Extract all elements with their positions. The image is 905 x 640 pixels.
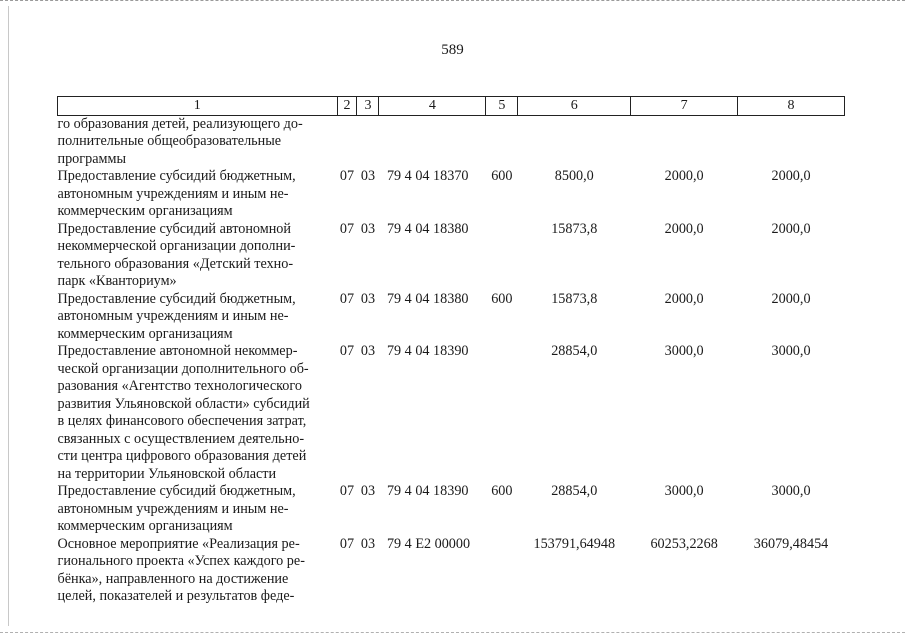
row-name-line: ческой организации дополнительного об- (57, 360, 309, 377)
row-name-line: автономным учреждениям и иным не- (57, 185, 289, 202)
amount-col-8-cell (738, 115, 845, 168)
row-name-line: развития Ульяновской области» субсидий (57, 395, 310, 412)
target-article-cell: 79 4 E2 00000 (386, 535, 471, 552)
expense-type-cell (486, 221, 518, 291)
table-header (58, 97, 845, 116)
amount-col-7-cell: 60253,2268 (650, 535, 718, 552)
expense-type-cell: 600 (491, 168, 513, 184)
subsection-code-cell: 03 (360, 168, 376, 184)
expense-type-cell (486, 343, 518, 483)
row-name-line: на территории Ульяновской области (57, 465, 277, 482)
amount-col-6-cell: 153791,64948 (533, 535, 616, 552)
subsection-code-cell: 03 (360, 343, 376, 359)
row-name-line: некоммерческой организации дополни- (57, 238, 296, 254)
amount-col-7-cell (631, 115, 738, 168)
row-name-line: в целях финансового обеспечения затрат, (57, 413, 307, 429)
column-header-6: 6 (518, 97, 631, 116)
row-name-line: гионального проекта «Успех каждого ре- (57, 553, 305, 569)
scan-left-edge (8, 6, 10, 626)
row-name-cell (58, 536, 338, 606)
scan-bottom-edge (0, 628, 905, 633)
expense-type-cell (486, 536, 518, 606)
row-name-line: автономным учреждениям и иным не- (57, 500, 289, 517)
amount-col-7-cell: 2000,0 (664, 290, 704, 307)
amount-col-6-cell: 15873,8 (551, 220, 598, 237)
amount-col-6-cell: 28854,0 (551, 343, 598, 359)
table-row (58, 536, 845, 606)
section-code-cell: 07 (339, 343, 355, 359)
table-row (58, 483, 845, 536)
row-name-cell (58, 291, 338, 344)
row-name-cell (58, 483, 338, 536)
expense-type-cell: 600 (491, 290, 513, 307)
target-article-cell: 79 4 04 18380 (386, 290, 469, 307)
subsection-code-cell: 03 (360, 290, 376, 307)
row-name-cell (58, 115, 338, 168)
amount-col-8-cell: 2000,0 (771, 168, 811, 184)
row-name-line: Предоставление субсидий бюджетным, (57, 168, 296, 184)
row-name-line: коммерческим организациям (57, 518, 233, 534)
row-name-line: коммерческим организациям (57, 325, 233, 342)
amount-col-6-cell: 28854,0 (551, 483, 598, 499)
row-name-cell (58, 343, 338, 483)
row-name-line: Предоставление автономной некоммер- (57, 343, 298, 359)
section-code-cell (337, 115, 357, 168)
row-name-line: автономным учреждениям и иным не- (57, 308, 289, 324)
row-name-line: Основное мероприятие «Реализация ре- (57, 535, 300, 552)
target-article-cell: 79 4 04 18390 (386, 343, 469, 359)
row-name-line: разования «Агентство технологического (57, 378, 302, 394)
row-name-line: программы (57, 150, 126, 167)
target-article-cell (379, 115, 486, 168)
row-name-cell (58, 168, 338, 221)
amount-col-6-cell: 8500,0 (554, 168, 594, 184)
target-article-cell: 79 4 04 18390 (386, 483, 469, 499)
row-name-line: бёнка», направленного на достижение (57, 570, 289, 587)
target-article-cell: 79 4 04 18370 (386, 168, 469, 184)
amount-col-7-cell: 2000,0 (664, 168, 704, 184)
subsection-code-cell: 03 (360, 220, 376, 237)
table-row (58, 291, 845, 344)
row-name-line: связанных с осуществлением деятельно- (57, 430, 305, 447)
column-header-2: 2 (337, 97, 357, 116)
subsection-code-cell: 03 (360, 535, 376, 552)
section-code-cell: 07 (339, 483, 355, 499)
row-name-line: сти центра цифрового образования детей (57, 448, 307, 464)
amount-col-8-cell: 36079,48454 (753, 535, 829, 552)
row-name-cell (58, 221, 338, 291)
column-header-4: 4 (379, 97, 486, 116)
row-name-line: Предоставление субсидий бюджетным, (57, 290, 296, 307)
budget-table (57, 96, 845, 606)
column-header-8: 8 (738, 97, 845, 116)
amount-col-7-cell: 2000,0 (664, 220, 704, 237)
amount-col-8-cell: 3000,0 (771, 483, 811, 499)
row-name-line: Предоставление субсидий автономной (57, 220, 291, 237)
row-name-line: го образования детей, реализующего до- (57, 115, 303, 132)
row-name-line: целей, показателей и результатов феде- (57, 588, 295, 604)
column-header-1: 1 (58, 97, 338, 116)
table-body (58, 115, 845, 606)
target-article-cell: 79 4 04 18380 (386, 220, 469, 237)
row-name-line: парк «Кванториум» (57, 273, 177, 289)
section-code-cell: 07 (339, 535, 355, 552)
expense-type-cell (486, 115, 518, 168)
page-number: 589 (441, 42, 464, 58)
amount-col-8-cell: 2000,0 (771, 290, 811, 307)
row-name-line: коммерческим организациям (57, 203, 233, 219)
row-name-line: полнительные общеобразовательные (57, 133, 282, 149)
table-row (58, 115, 845, 168)
table-row (58, 168, 845, 221)
table-row (58, 343, 845, 483)
subsection-code-cell: 03 (360, 483, 376, 499)
column-header-7: 7 (631, 97, 738, 116)
column-header-5: 5 (486, 97, 518, 116)
amount-col-7-cell: 3000,0 (664, 483, 704, 499)
table-row (58, 221, 845, 291)
amount-col-7-cell: 3000,0 (664, 343, 704, 359)
amount-col-6-cell: 15873,8 (551, 290, 598, 307)
row-name-line: тельного образования «Детский техно- (57, 255, 294, 272)
row-name-line: Предоставление субсидий бюджетным, (57, 483, 296, 499)
amount-col-8-cell: 2000,0 (771, 220, 811, 237)
amount-col-6-cell (518, 115, 631, 168)
amount-col-8-cell: 3000,0 (771, 343, 811, 359)
scan-top-edge (0, 0, 905, 5)
section-code-cell: 07 (339, 290, 355, 307)
expense-type-cell: 600 (491, 483, 513, 499)
subsection-code-cell (357, 115, 379, 168)
section-code-cell: 07 (339, 220, 355, 237)
section-code-cell: 07 (339, 168, 355, 184)
column-header-3: 3 (357, 97, 379, 116)
